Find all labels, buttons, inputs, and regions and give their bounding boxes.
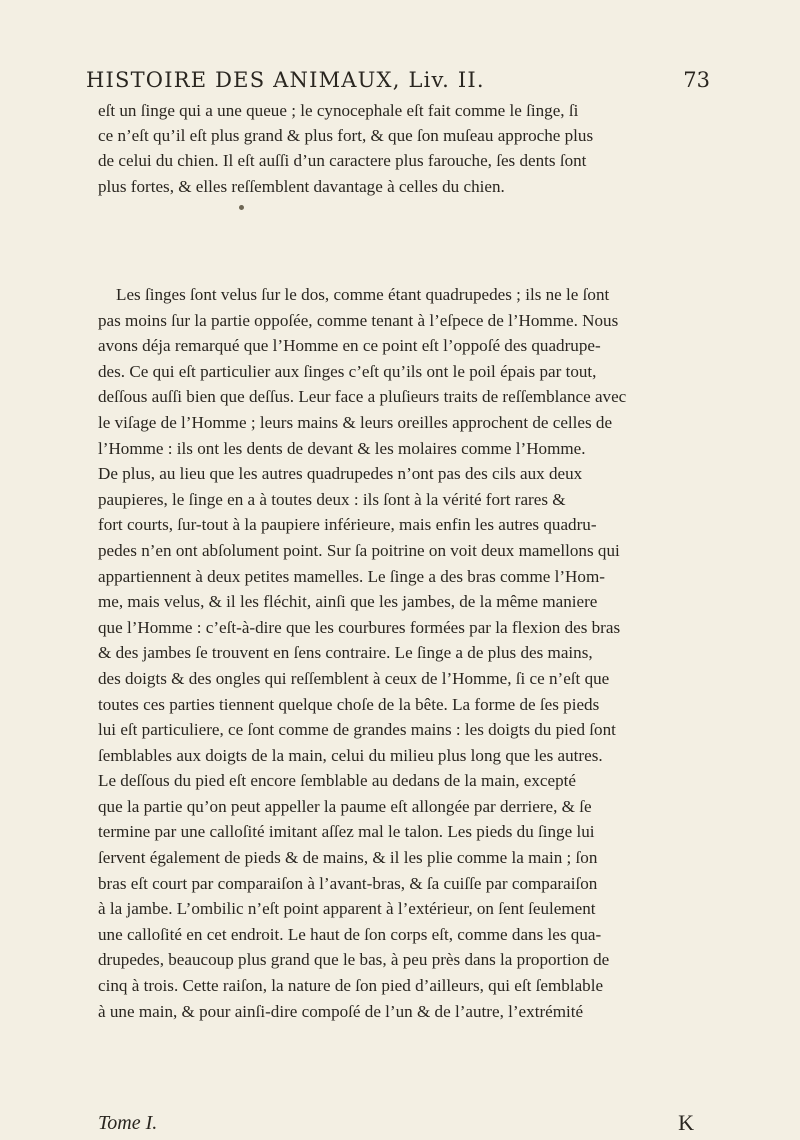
text-line: fort courts, ſur-tout à la paupiere inférieure, mais enfin les autres quadru- xyxy=(98,515,597,535)
page-footer xyxy=(98,1112,712,1138)
text-line: & des jambes ſe trouvent en ſens contraire. Le ſinge a de plus des mains, xyxy=(98,643,593,663)
text-line: drupedes, beaucoup plus grand que le bas, à peu près dans la proportion de xyxy=(98,950,610,970)
text-line: toutes ces parties tiennent quelque choſe de la bête. La forme de ſes pieds xyxy=(98,694,600,714)
text-line: paupieres, le ſinge en a à toutes deux : ils ſont à la vérité fort rares & xyxy=(98,489,566,509)
text-line: cinq à trois. Cette raiſon, la nature de ſon pied d’ailleurs, qui eſt ſemblable xyxy=(98,976,604,996)
text-line: pas moins ſur la partie oppoſée, comme tenant à l’eſpece de l’Homme. Nous xyxy=(98,310,619,330)
text-line: ſemblables aux doigts de la main, celui du milieu plus long que les autres. xyxy=(98,745,603,765)
text-line: avons déja remarqué que l’Homme en ce point eſt l’oppoſé des quadrupe- xyxy=(98,336,601,356)
text-line: deſſous auſſi bien que deſſus. Leur face a pluſieurs traits de reſſemblance avec xyxy=(98,387,627,407)
text-line: l’Homme : ils ont les dents de devant & les molaires comme l’Homme. xyxy=(98,438,586,458)
text-line: une calloſité en cet endroit. Le haut de ſon corps eſt, comme dans les qua- xyxy=(98,924,602,944)
text-line: que l’Homme : c’eſt-à-dire que les courbures formées par la flexion des bras xyxy=(98,617,621,637)
volume-label: Tome I. xyxy=(98,1112,158,1134)
text-line: le viſage de l’Homme ; leurs mains & leurs oreilles approchent de celles de xyxy=(98,412,613,432)
text-line: des. Ce qui eſt particulier aux ſinges c’eſt qu’ils ont le poil épais par tout, xyxy=(98,361,597,381)
ink-speck xyxy=(239,205,244,210)
text-line: plus fortes, & elles reſſemblent davantage à celles du chien. xyxy=(98,176,505,196)
text-line: de celui du chien. Il eſt auſſi d’un caractere plus farouche, ſes dents ſont xyxy=(98,151,587,171)
text-line: eſt un ſinge qui a une queue ; le cynocephale eſt fait comme le ſinge, ſi xyxy=(98,101,579,120)
text-line: Le deſſous du pied eſt encore ſemblable au dedans de la main, excepté xyxy=(98,771,576,791)
text-line: bras eſt court par comparaiſon à l’avant-bras, & ſa cuiſſe par comparaiſon xyxy=(98,873,598,893)
page-number: 73 xyxy=(683,68,710,92)
text-line: termine par une calloſité imitant aſſez mal le talon. Les pieds du ſinge lui xyxy=(98,822,595,842)
text-line: à la jambe. L’ombilic n’eſt point apparent à l’extérieur, on ſent ſeulement xyxy=(98,899,596,919)
text-line: Les ſinges ſont velus ſur le dos, comme étant quadrupedes ; ils ne le ſont xyxy=(116,285,610,304)
paragraph xyxy=(98,282,712,1024)
signature-mark: K xyxy=(678,1110,694,1135)
text-line: lui eſt particuliere, ce ſont comme de grandes mains : les doigts du pied ſont xyxy=(98,720,616,740)
text-line: appartiennent à deux petites mamelles. Le ſinge a des bras comme l’Hom- xyxy=(98,566,605,586)
text-line: ce n’eſt qu’il eſt plus grand & plus fort, & que ſon muſeau approche plus xyxy=(98,126,594,146)
paragraph xyxy=(98,98,712,199)
text-line: ſervent également de pieds & de mains, & il les plie comme la main ; ſon xyxy=(98,848,598,868)
text-line: des doigts & des ongles qui reſſemblent à ceux de l’Homme, ſi ce n’eſt que xyxy=(98,668,610,688)
running-header xyxy=(86,68,710,94)
text-line: à une main, & pour ainſi-dire compoſé de l’un & de l’autre, l’extrémité xyxy=(98,1001,584,1021)
text-line: pedes n’en ont abſolument point. Sur ſa poitrine on voit deux mamellons qui xyxy=(98,540,620,560)
running-title: HISTOIRE DES ANIMAUX, Liv. II. xyxy=(86,68,485,92)
text-line: De plus, au lieu que les autres quadrupedes n’ont pas des cils aux deux xyxy=(98,464,583,484)
text-line: me, mais velus, & il les fléchit, ainſi que les jambes, de la même maniere xyxy=(98,592,598,612)
text-line: que la partie qu’on peut appeller la paume eſt allongée par derriere, & ſe xyxy=(98,796,592,816)
